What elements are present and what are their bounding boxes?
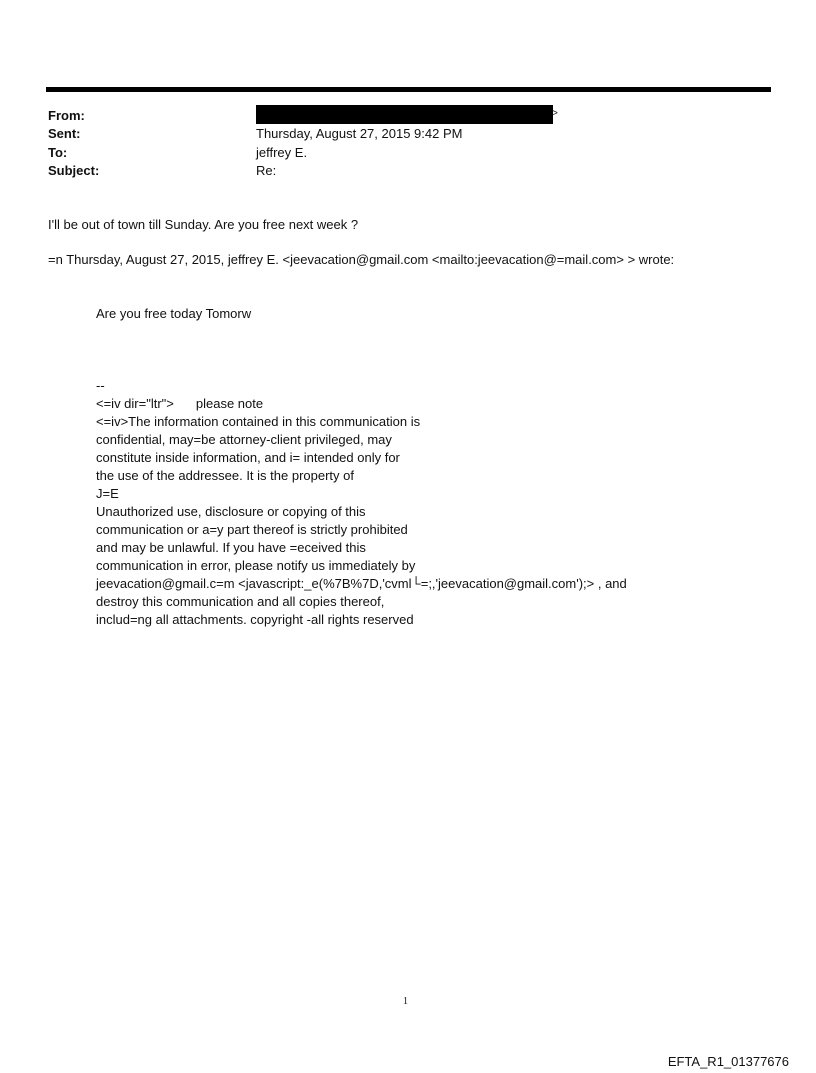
disclaimer-line: constitute inside information, and i= intended only for: [96, 450, 400, 465]
subject-value: Re:: [256, 163, 277, 178]
disclaimer-line: confidential, may=be attorney-client privileged, may: [96, 432, 392, 447]
div-tag: <=iv dir="ltr">: [96, 396, 174, 411]
disclaimer-line: and may be unlawful. If you have =eceived this: [96, 540, 366, 555]
disclaimer-line: communication or a=y part thereof is strictly prohibited: [96, 522, 408, 537]
page-number: 1: [403, 996, 408, 1007]
signature-dashes: --: [96, 378, 105, 393]
disclaimer-line: includ=ng all attachments. copyright -all rights reserved: [96, 612, 414, 627]
subject-label: Subject:: [48, 163, 100, 178]
disclaimer-line: J=E: [96, 486, 119, 501]
disclaimer-line: destroy this communication and all copies thereof,: [96, 594, 385, 609]
reply-header-line: =n Thursday, August 27, 2015, jeffrey E. <jeevacation@gmail.com <mailto:jeevacation@=mail.com> > wrote:: [48, 252, 675, 267]
disclaimer-line: communication in error, please notify us immediately by: [96, 558, 416, 573]
sent-value: Thursday, August 27, 2015 9:42 PM: [256, 126, 463, 141]
quoted-message: Are you free today Tomorw: [96, 306, 252, 321]
redaction-mark: >: [552, 108, 558, 119]
disclaimer-line: Unauthorized use, disclosure or copying of this: [96, 504, 366, 519]
body-line-1: I'll be out of town till Sunday. Are you free next week ?: [48, 217, 359, 232]
to-value: jeffrey E.: [256, 145, 308, 160]
header-rule: [46, 87, 771, 92]
document-id: EFTA_R1_01377676: [667, 1054, 789, 1069]
sent-label: Sent:: [48, 126, 81, 141]
disclaimer-line: <=iv>The information contained in this communication is: [96, 414, 421, 429]
disclaimer-line: jeevacation@gmail.c=m <javascript:_e(%7B%7D,'cvml└=;,'jeevacation@gmail.com');> , and: [96, 576, 627, 591]
div-tag-line: [96, 396, 263, 411]
to-label: To:: [48, 145, 68, 160]
redaction-box: [256, 105, 553, 124]
please-note: please note: [195, 396, 264, 411]
disclaimer-line: the use of the addressee. It is the property of: [96, 468, 354, 483]
from-label: From:: [48, 108, 85, 123]
